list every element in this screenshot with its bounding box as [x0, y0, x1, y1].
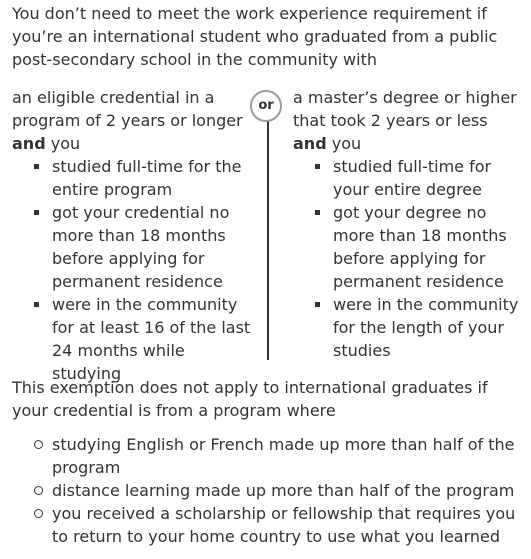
left-option: [12, 86, 256, 385]
column-divider: [267, 112, 269, 360]
exemption-exception-paragraph: This exemption does not apply to international graduates if your credential is from a program where: [12, 378, 488, 420]
square-bullet-icon: [315, 210, 320, 215]
list-item-text: studying English or French made up more than half of the program: [52, 435, 515, 477]
square-bullet-icon: [34, 164, 39, 169]
list-item: [293, 293, 527, 362]
list-item: [293, 155, 527, 201]
square-bullet-icon: [34, 302, 39, 307]
or-badge: or: [250, 90, 282, 122]
left-option-lead-text: an eligible credential in a program of 2 years or longer: [12, 88, 243, 130]
right-option-lead-text: a master’s degree or higher that took 2 years or less: [293, 88, 517, 130]
list-item: [293, 201, 527, 293]
left-requirements-list: [12, 155, 256, 385]
left-and-suffix: you: [45, 134, 81, 153]
right-and-word: and: [293, 134, 327, 153]
left-and-word: and: [12, 134, 46, 153]
circle-bullet-icon: [34, 486, 43, 495]
list-item-text: got your credential no more than 18 months before applying for permanent residence: [52, 203, 230, 291]
list-item-text: got your degree no more than 18 months before applying for permanent residence: [333, 203, 507, 291]
list-item: [12, 502, 527, 548]
list-item-text: were in the community for at least 16 of the last 24 months while studying: [52, 295, 251, 383]
list-item-text: distance learning made up more than half of the program: [52, 481, 515, 500]
square-bullet-icon: [315, 164, 320, 169]
list-item: [12, 201, 256, 293]
right-requirements-list: [293, 155, 527, 362]
list-item-text: you received a scholarship or fellowship that requires you to return to your home country to use what you learned: [52, 504, 516, 546]
intro-paragraph: You don’t need to meet the work experience requirement if you’re an international student who graduated from a public post-secondary school in the community with: [12, 4, 498, 69]
eligibility-columns: [0, 86, 531, 383]
right-option-lead: [293, 86, 527, 155]
circle-bullet-icon: [34, 440, 43, 449]
circle-bullet-icon: [34, 509, 43, 518]
square-bullet-icon: [34, 210, 39, 215]
list-item: [12, 293, 256, 385]
list-item-text: studied full-time for your entire degree: [333, 157, 492, 199]
list-item-text: were in the community for the length of your studies: [333, 295, 519, 360]
list-item-text: studied full-time for the entire program: [52, 157, 242, 199]
list-item: [12, 479, 527, 502]
square-bullet-icon: [315, 302, 320, 307]
exclusions-list: [12, 433, 527, 548]
right-option: [293, 86, 527, 362]
left-option-lead: [12, 86, 256, 155]
list-item: [12, 155, 256, 201]
right-and-suffix: you: [326, 134, 362, 153]
list-item: [12, 433, 527, 479]
